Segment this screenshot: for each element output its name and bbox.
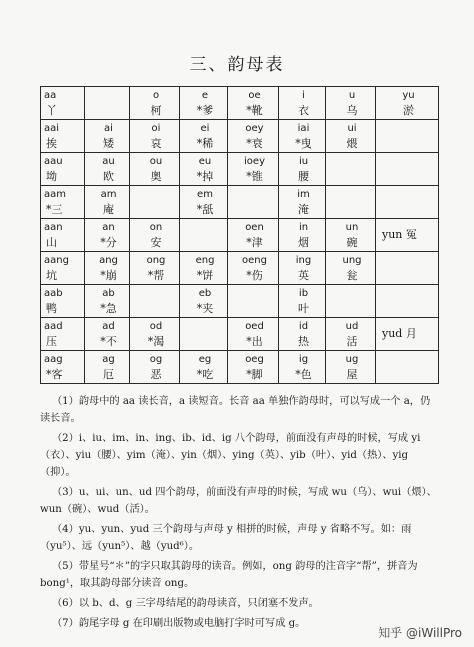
note-paragraph: （5）带星号“＊”的字只取其韵母的读音。例如，ong 韵母的注音字“帮”，拼音为 bong¹，取其韵母部分读音 ong。: [40, 561, 418, 589]
example-character: *稀: [196, 137, 214, 150]
table-cell: [85, 219, 130, 252]
table-cell: [279, 318, 326, 351]
table-cell: [130, 318, 180, 351]
romanization: [379, 186, 438, 187]
table-cell: [376, 186, 439, 219]
romanization: ang: [99, 255, 118, 266]
table-cell: [376, 153, 439, 186]
example-character: 山: [46, 236, 57, 249]
example-character: *舐: [196, 203, 214, 216]
example-character: 坑: [46, 269, 57, 282]
romanization: oen: [245, 222, 264, 233]
example-character: *不: [100, 335, 117, 348]
table-cell: [279, 252, 326, 285]
table-cell: [130, 120, 180, 153]
example-character: 柯: [150, 104, 162, 117]
romanization: [379, 351, 438, 352]
example-character: *出: [246, 335, 263, 348]
table-cell: [279, 153, 326, 186]
table-row: [41, 219, 439, 252]
example-character: *分: [100, 236, 117, 249]
table-row: [41, 318, 439, 351]
example-character: 叶: [298, 302, 309, 315]
romanization: ing: [295, 255, 312, 266]
table-cell: [279, 87, 326, 120]
table-cell: [130, 252, 180, 285]
romanization: in: [298, 222, 309, 233]
example-character: 厄: [103, 368, 114, 381]
romanization: [183, 219, 227, 220]
note-paragraph: （7）韵尾字母 g 在印刷出版物或电脑打字时可写成 g。: [52, 618, 306, 629]
example-character: *客: [46, 368, 63, 381]
notes-section: [40, 393, 440, 635]
table-row: [41, 351, 439, 384]
romanization: ui: [347, 123, 357, 134]
romanization: iu: [298, 156, 309, 167]
table-cell: [41, 120, 85, 153]
romanization: un: [345, 222, 359, 233]
table-row: [41, 252, 439, 285]
romanization: oe: [248, 90, 261, 101]
table-cell: [41, 285, 85, 318]
romanization: ug: [345, 354, 359, 365]
romanization: im: [297, 189, 310, 200]
table-cell: [326, 285, 376, 318]
finals-table: [40, 86, 439, 384]
romanization: e: [201, 90, 209, 101]
romanization: [379, 285, 438, 286]
table-row: [41, 186, 439, 219]
romanization: [231, 285, 278, 286]
table-cell: [130, 219, 180, 252]
table-cell: [376, 318, 439, 351]
example-character: *渴: [147, 335, 165, 348]
table-cell: [376, 252, 439, 285]
table-cell: [180, 87, 228, 120]
table-row: [41, 87, 439, 120]
romanization: [133, 186, 179, 187]
example-character: 煨: [346, 137, 358, 150]
example-character: 坳: [46, 170, 57, 183]
romanization: og: [149, 354, 163, 365]
romanization: au: [102, 156, 115, 167]
romanization: eu: [198, 156, 212, 167]
example-character: *靴: [246, 104, 263, 117]
example-character: *津: [246, 236, 263, 249]
romanization: am: [100, 189, 117, 200]
table-cell: [130, 186, 180, 219]
romanization: [379, 120, 438, 121]
romanization: ong: [146, 255, 166, 266]
note-paragraph: （6）以 b、d、g 三字母结尾的韵母读音，只闭塞不发声。: [52, 598, 319, 609]
table-cell: [41, 318, 85, 351]
table-cell: [41, 252, 85, 285]
table-cell: [85, 318, 130, 351]
romanization: aad: [44, 321, 63, 332]
table-cell: [41, 87, 85, 120]
table-cell: [228, 285, 279, 318]
table-cell: [228, 120, 279, 153]
romanization: aan: [44, 222, 63, 233]
example-character: 屋: [346, 368, 358, 381]
note-paragraph: （2）i、iu、im、in、ing、ib、id、ig 八个韵母，前面没有声母的时候，写成 yi（衣）、yiu（腰）、yim（淹）、yin（烟）、ying（英）、yib（叶）、yid（热）、yig（抑）。: [40, 433, 421, 478]
example-character: 压: [46, 335, 57, 348]
table-cell: [326, 153, 376, 186]
table-cell: [41, 219, 85, 252]
table-cell: [180, 285, 228, 318]
romanization: ioey: [244, 156, 265, 167]
table-cell: [228, 318, 279, 351]
example-character: *饼: [196, 269, 214, 282]
table-cell: [130, 153, 180, 186]
example-character: *帮: [147, 269, 165, 282]
romanization: ai: [104, 123, 113, 134]
example-character: 瓮: [346, 269, 358, 282]
table-cell: [228, 153, 279, 186]
table-cell: [326, 219, 376, 252]
table-cell: [279, 351, 326, 384]
romanization: ud: [345, 321, 359, 332]
romanization: aau: [44, 156, 63, 167]
romanization: [379, 252, 438, 253]
table-cell: [180, 120, 228, 153]
romanization: oeng: [242, 255, 267, 266]
romanization: aab: [44, 288, 63, 299]
romanization: [379, 153, 438, 154]
romanization: on: [149, 222, 163, 233]
table-cell: [279, 186, 326, 219]
example-character: 淹: [298, 203, 309, 216]
table-cell: [130, 285, 180, 318]
example-character: 鸭: [46, 302, 57, 315]
table-cell: [41, 351, 85, 384]
table-cell: [228, 87, 279, 120]
table-row: [41, 285, 439, 318]
table-cell: [376, 285, 439, 318]
table-cell: [85, 186, 130, 219]
watermark: 知乎 @iWillPro: [378, 626, 462, 640]
example-character: *爹: [196, 104, 214, 117]
romanization: [329, 186, 375, 187]
table-cell: [326, 252, 376, 285]
table-cell: [279, 120, 326, 153]
romanization: aag: [44, 354, 63, 365]
romanization: u: [348, 90, 356, 101]
example-character: *脚: [246, 368, 263, 381]
example-character: 活: [346, 335, 358, 348]
romanization: [133, 285, 179, 286]
final-label: yud 月: [382, 327, 417, 340]
example-character: 丫: [46, 104, 57, 117]
romanization: ig: [298, 354, 309, 365]
romanization: eg: [198, 354, 212, 365]
example-character: 奥: [150, 170, 162, 183]
example-character: 矮: [103, 137, 114, 150]
romanization: oeg: [245, 354, 264, 365]
table-cell: [228, 252, 279, 285]
romanization: id: [298, 321, 309, 332]
table-cell: [180, 153, 228, 186]
romanization: [88, 87, 129, 88]
romanization: ung: [342, 255, 362, 266]
example-character: 恶: [150, 368, 162, 381]
example-character: *掉: [196, 170, 214, 183]
example-character: 挨: [46, 137, 57, 150]
romanization: ou: [149, 156, 163, 167]
table-cell: [85, 87, 130, 120]
romanization: od: [149, 321, 163, 332]
table-cell: [228, 186, 279, 219]
romanization: o: [152, 90, 160, 101]
example-character: 欧: [103, 170, 114, 183]
romanization: yu: [402, 90, 415, 101]
table-cell: [326, 186, 376, 219]
example-character: *崩: [100, 269, 117, 282]
example-character: *急: [100, 302, 117, 315]
romanization: aa: [44, 90, 57, 101]
table-cell: [376, 87, 439, 120]
table-cell: [85, 120, 130, 153]
example-character: 淤: [403, 104, 414, 117]
table-cell: [279, 219, 326, 252]
table-cell: [85, 153, 130, 186]
romanization: eb: [198, 288, 212, 299]
table-cell: [228, 219, 279, 252]
table-cell: [41, 186, 85, 219]
table-row: [41, 153, 439, 186]
table-cell: [85, 285, 130, 318]
example-character: 衣: [298, 104, 309, 117]
table-cell: [85, 351, 130, 384]
table-cell: [326, 87, 376, 120]
romanization: ad: [102, 321, 115, 332]
example-character: *伤: [246, 269, 263, 282]
example-character: *锥: [246, 170, 263, 183]
romanization: aang: [44, 255, 69, 266]
romanization: ei: [200, 123, 210, 134]
example-character: *夹: [196, 302, 214, 315]
table-cell: [376, 351, 439, 384]
romanization: an: [102, 222, 115, 233]
example-character: 安: [150, 236, 162, 249]
example-character: *曳: [295, 137, 312, 150]
table-cell: [180, 318, 228, 351]
table-cell: [180, 186, 228, 219]
table-cell: [326, 351, 376, 384]
page-title: 三、韵母表: [189, 55, 285, 75]
example-character: 乌: [346, 104, 358, 117]
example-character: *色: [295, 368, 312, 381]
romanization: oey: [245, 123, 264, 134]
example-character: *衰: [246, 137, 263, 150]
table-cell: [41, 153, 85, 186]
table-row: [41, 120, 439, 153]
romanization: ag: [102, 354, 115, 365]
romanization: eng: [195, 255, 215, 266]
table-cell: [180, 219, 228, 252]
romanization: [329, 285, 375, 286]
romanization: aam: [44, 189, 66, 200]
example-character: *三: [46, 203, 63, 216]
romanization: [231, 186, 278, 187]
table-cell: [376, 120, 439, 153]
table-cell: [85, 252, 130, 285]
example-character: 碗: [346, 236, 358, 249]
table-cell: [326, 120, 376, 153]
romanization: iai: [297, 123, 310, 134]
romanization: i: [302, 90, 305, 101]
example-character: 腰: [298, 170, 309, 183]
note-paragraph: （1）韵母中的 aa 读长音，a 读短音。长音 aa 单独作韵母时，可以写成一个 a，仍读长音。: [40, 396, 431, 424]
table-cell: [130, 87, 180, 120]
example-character: *吃: [196, 368, 214, 381]
romanization: [329, 153, 375, 154]
note-paragraph: （3）u、ui、un、ud 四个韵母，前面没有声母的时候，写成 wu（乌）、wui（煨）、wun（碗）、wud（活）。: [40, 487, 437, 515]
romanization: oi: [151, 123, 161, 134]
note-paragraph: （4）yu、yun、yud 三个韵母与声母 y 相拼的时候，声母 y 省略不写。如：雨（yu⁵）、远（yun⁵）、越（yud⁶）。: [40, 524, 412, 552]
table-cell: [376, 219, 439, 252]
table-cell: [228, 351, 279, 384]
example-character: 烟: [298, 236, 309, 249]
table-cell: [279, 285, 326, 318]
romanization: em: [197, 189, 213, 200]
romanization: [183, 318, 227, 319]
table-cell: [326, 318, 376, 351]
table-cell: [180, 351, 228, 384]
final-label: yun 冤: [382, 228, 417, 241]
romanization: aai: [44, 123, 60, 134]
table-cell: [180, 252, 228, 285]
example-character: 庵: [103, 203, 114, 216]
romanization: ib: [298, 288, 309, 299]
romanization: oed: [245, 321, 264, 332]
example-character: 哀: [150, 137, 162, 150]
example-character: 英: [298, 269, 309, 282]
romanization: ab: [102, 288, 115, 299]
example-character: 热: [298, 335, 309, 348]
table-cell: [130, 351, 180, 384]
